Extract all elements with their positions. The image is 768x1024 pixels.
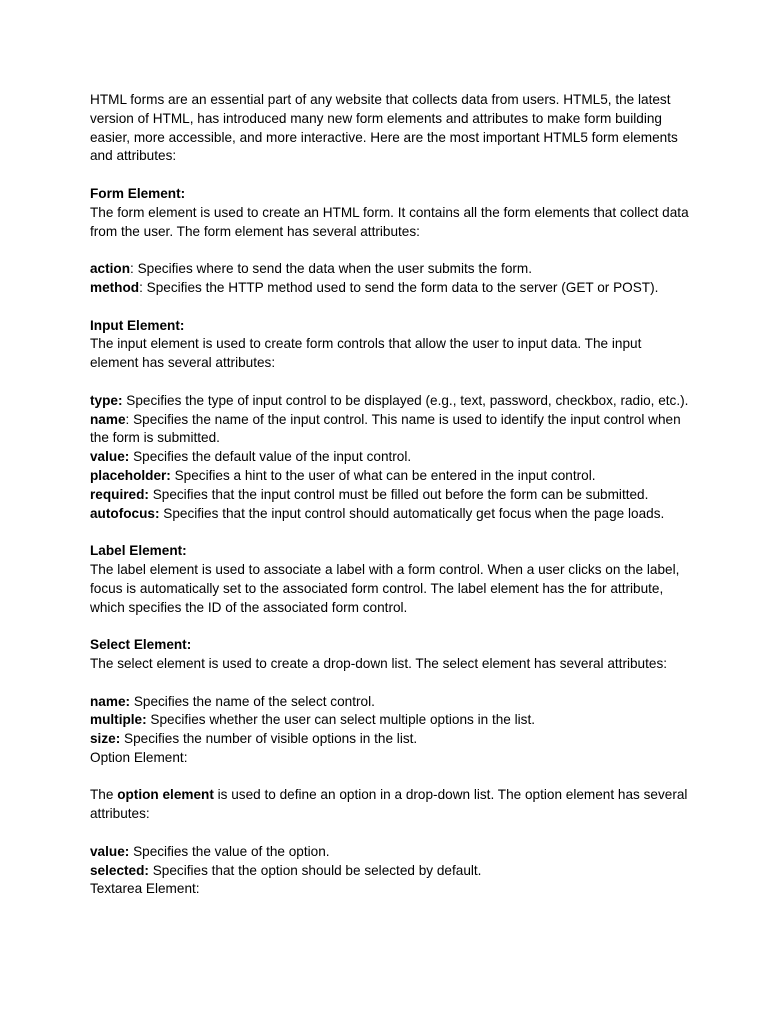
attribute-term: size: xyxy=(90,731,121,747)
attribute-text: Specifies the default value of the input control. xyxy=(129,449,412,465)
attribute-line xyxy=(90,392,690,411)
attribute-line xyxy=(90,843,690,862)
option-element-heading: Option Element: xyxy=(90,749,188,765)
label-element-description: The label element is used to associate a label with a form control. When a user clicks on the label, focus is automatically set to the associated form control. The label element has the for attribute, which specifies the ID of the associated form control. xyxy=(90,561,680,615)
intro-paragraph: HTML forms are an essential part of any website that collects data from users. HTML5, the latest version of HTML, has introduced many new form elements and attributes to make form building easier, more accessible, and more interactive. Here are the most important HTML5 form elements and attributes: xyxy=(90,92,678,164)
attribute-term: multiple: xyxy=(90,712,147,728)
option-element-description xyxy=(90,786,690,824)
attribute-text: Specifies a hint to the user of what can be entered in the input control. xyxy=(170,467,596,483)
option-element-attributes xyxy=(90,843,690,899)
attribute-text: Specifies the number of visible options in the list. xyxy=(120,731,418,747)
option-element-section xyxy=(90,786,690,824)
input-element-heading: Input Element: xyxy=(90,317,185,333)
attribute-line xyxy=(90,411,690,449)
input-element-attributes xyxy=(90,392,690,524)
attribute-term: type: xyxy=(90,392,123,408)
attribute-term: value: xyxy=(90,449,130,465)
select-element-description: The select element is used to create a drop-down list. The select element has several attributes: xyxy=(90,655,668,671)
attribute-term: action xyxy=(90,261,131,277)
label-element-section xyxy=(90,542,690,617)
attribute-line xyxy=(90,711,690,730)
attribute-line xyxy=(90,486,690,505)
select-element-section xyxy=(90,636,690,674)
attribute-term: placeholder: xyxy=(90,467,171,483)
attribute-term: selected: xyxy=(90,862,149,878)
attribute-text: Specifies the value of the option. xyxy=(129,843,330,859)
option-desc-prefix: The xyxy=(90,787,118,803)
option-desc-term: option element xyxy=(117,787,214,803)
attribute-line xyxy=(90,467,690,486)
attribute-line xyxy=(90,279,690,298)
attribute-text: Specifies the name of the select control. xyxy=(130,693,375,709)
attribute-line xyxy=(90,862,690,881)
label-element-heading: Label Element: xyxy=(90,543,187,559)
attribute-line xyxy=(90,505,690,524)
textarea-element-heading: Textarea Element: xyxy=(90,881,200,897)
attribute-term: autofocus: xyxy=(90,505,160,521)
attribute-text: Specifies that the input control should automatically get focus when the page loads. xyxy=(159,505,665,521)
attribute-text: : Specifies where to send the data when the user submits the form. xyxy=(130,261,533,277)
attribute-line xyxy=(90,693,690,712)
form-element-section xyxy=(90,185,690,241)
form-element-attributes xyxy=(90,260,690,298)
select-element-heading: Select Element: xyxy=(90,637,192,653)
document-page xyxy=(90,91,690,899)
attribute-term: value: xyxy=(90,843,130,859)
attribute-text: : Specifies the name of the input control. This name is used to identify the input control when the form is submitted. xyxy=(90,411,681,446)
attribute-text: Specifies that the input control must be filled out before the form can be submitted. xyxy=(148,486,649,502)
form-element-description: The form element is used to create an HTML form. It contains all the form elements that collect data from the user. The form element has several attributes: xyxy=(90,204,689,239)
form-element-heading: Form Element: xyxy=(90,185,186,201)
option-desc-suffix: is used to define an option in a drop-down list. The option element has several attributes: xyxy=(90,787,688,822)
attribute-term: required: xyxy=(90,486,149,502)
attribute-text: Specifies that the option should be selected by default. xyxy=(148,862,482,878)
attribute-line xyxy=(90,260,690,279)
attribute-text: : Specifies the HTTP method used to send the form data to the server (GET or POST). xyxy=(139,279,659,295)
intro-section xyxy=(90,91,690,166)
select-element-attributes xyxy=(90,693,690,768)
attribute-text: Specifies the type of input control to be displayed (e.g., text, password, checkbox, radio, etc.). xyxy=(122,392,689,408)
attribute-term: name: xyxy=(90,693,131,709)
input-element-section xyxy=(90,317,690,373)
attribute-line xyxy=(90,448,690,467)
input-element-description: The input element is used to create form controls that allow the user to input data. The input element has several attributes: xyxy=(90,336,642,371)
attribute-term: method xyxy=(90,279,140,295)
attribute-text: Specifies whether the user can select multiple options in the list. xyxy=(146,712,536,728)
attribute-term: name xyxy=(90,411,126,427)
attribute-line xyxy=(90,730,690,749)
